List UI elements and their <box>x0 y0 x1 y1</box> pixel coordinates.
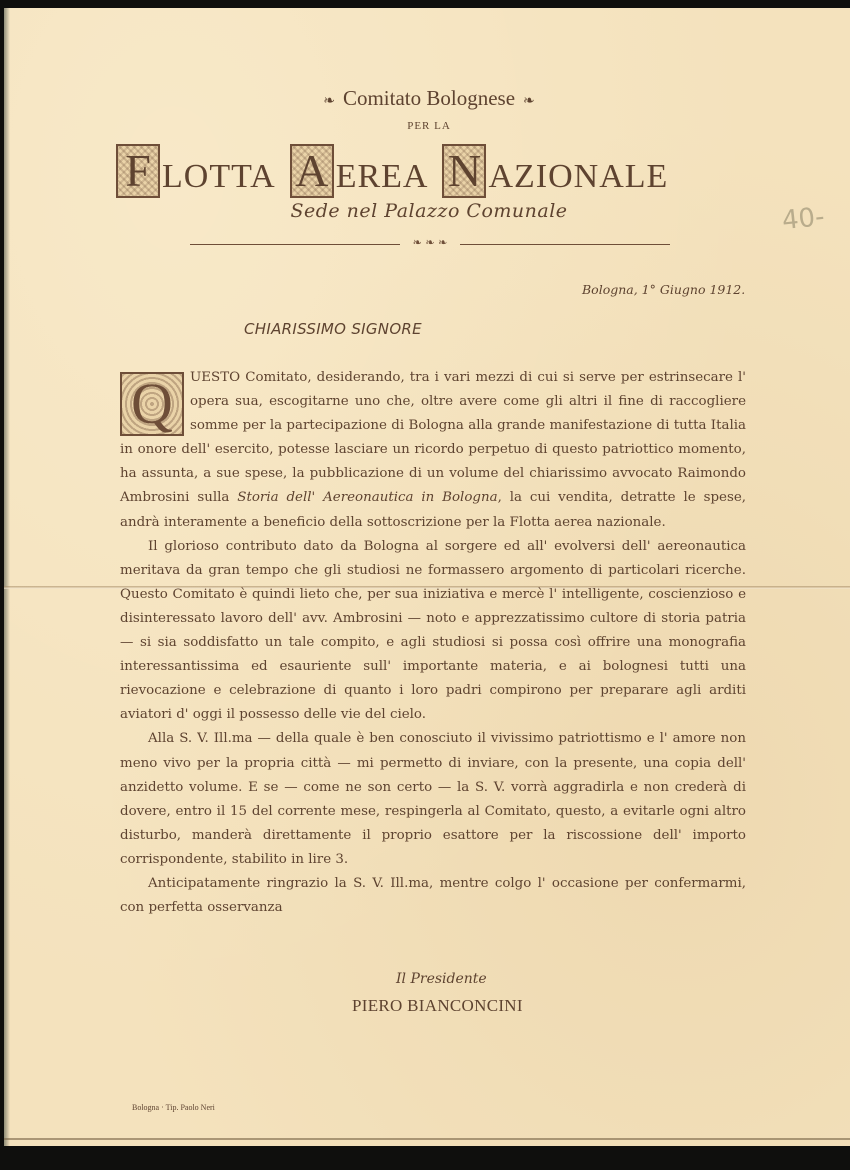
divider-ornament-icon: ❧ ❧ ❧ <box>412 236 448 249</box>
committee-name: Comitato Bolognese <box>342 86 516 110</box>
main-title <box>116 138 682 198</box>
decorated-initial-a: A <box>290 144 334 198</box>
paragraph-4: Anticipatamente ringrazio la S. V. Ill.ma, mentre colgo l' occasione per confermarmi, con perfetta osservanza <box>120 875 746 916</box>
title-word-flotta: LOTTA <box>162 158 276 195</box>
title-word-nazionale: AZIONALE <box>488 158 669 195</box>
salutation: CHIARISSIMO SIGNORE <box>244 320 422 338</box>
paragraph-2: Il glorioso contributo dato da Bologna al sorgere ed all' evolversi dell' aereonautica meritava da gran tempo che gli studiosi ne formassero argomento di particolari ricerche. Questo Comitato è quindi lieto che, per sua iniziativa e mercè l' intelligente, coscienzioso e disinteressato lavoro dell' avv. Ambrosini — noto e apprezzatissimo cultore di storia patria — si sia soddisfatto un tale compito, e agli studiosi si possa così offrire una monografia interessantissima ed esauriente sull' importante materia, e ai bolognesi tutti una rievocazione e celebrazione di quanto i loro padri compirono per preparare agli arditi aviatori d' oggi il possesso delle vie del cielo. <box>120 538 746 723</box>
paragraph-3: Alla S. V. Ill.ma — della quale è ben conosciuto il vivissimo patriottismo e l' amore non meno vivo per la propria città — mi permetto di inviare, con la presente, una copia dell' anzidetto volume. E se — come ne son certo — la S. V. vorrà aggradirla e non crederà di dovere, entro il 15 del corrente mese, respingerla al Comitato, questo, a evitarle ogni altro disturbo, manderà direttamente il proprio esattore per la riscossione dell' importo corrispondente, stabilito in lire 3. <box>120 731 746 867</box>
decorated-initial-f: F <box>116 144 160 198</box>
title-word-aerea: EREA <box>335 158 429 195</box>
signature-name: PIERO BIANCONCINI <box>352 996 523 1015</box>
book-title: Storia dell' Aereonautica in Bologna <box>237 490 498 506</box>
printer-imprint: Bologna · Tip. Paolo Neri <box>132 1103 215 1112</box>
handwritten-margin-note: 40- <box>780 201 826 237</box>
letter-date: Bologna, 1° Giugno 1912. <box>582 282 746 297</box>
paragraph-1: Q UESTO Comitato, desiderando, tra i vari mezzi di cui si serve per estrinsecare l' opera sua, escogitarne uno che, oltre avere come gli altri il fine di raccogliere somme per la partecipazione di Bologna alla grande manifestazione di tutta Italia in onore dell' esercito, potesse lasciare un ricordo perpetuo di questo patriottico momento, ha assunta, a sue spese, la pubblicazione di un volume del chiarissimo avvocato Raimondo Ambrosini sulla Storia dell' Aereonautica in Bologna, la cui vendita, detratte le spese, andrà interamente a beneficio della sottoscrizione per la Flotta aerea nazionale. <box>120 370 747 530</box>
divider-right <box>460 244 670 245</box>
signature-title: Il Presidente <box>396 971 487 987</box>
per-la-text: PER LA <box>407 120 451 132</box>
seat-subtitle: Sede nel Palazzo Comunale <box>290 200 568 222</box>
letter-body <box>120 366 746 920</box>
paper-bottom-edge <box>4 1138 850 1140</box>
divider-left <box>190 244 400 245</box>
committee-heading <box>4 86 850 111</box>
decorated-initial-n: N <box>442 144 486 198</box>
letter-page <box>4 8 850 1146</box>
decorated-initial-q: Q <box>120 372 184 436</box>
leaf-ornament-icon: ❧ <box>323 94 335 109</box>
leaf-ornament-icon: ❧ <box>523 94 535 109</box>
